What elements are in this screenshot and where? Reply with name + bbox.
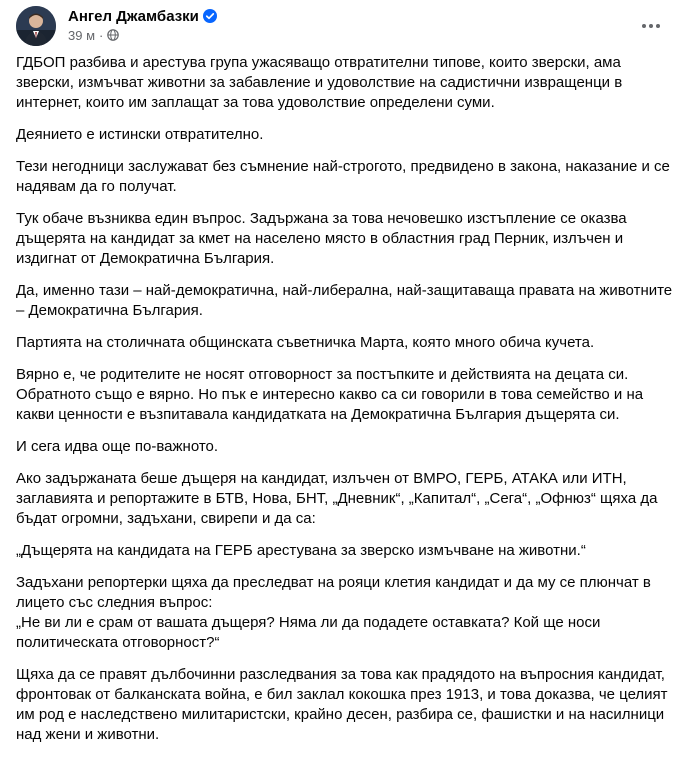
more-options-button[interactable]	[633, 8, 669, 44]
post-paragraph: Да, именно тази – най-демократична, най-либерална, най-защитаваща правата на животните – Демократична България.	[16, 282, 673, 319]
post-paragraph: Деянието е истински отвратително.	[16, 126, 264, 143]
post-paragraph: И сега идва още по-важното.	[16, 438, 219, 455]
post-paragraph: ГДБОП разбива и арестува група ужасяващо отвратителни типове, които зверски, ама зверски, измъчват животни за забавление и удоволствие на садистични извращенци в интернет, които им заплащат за това удоволствие определени суми.	[16, 54, 623, 111]
more-dots-icon	[641, 23, 661, 29]
post-paragraph: Щяха да се правят дълбочинни разследвания за това как прадядото на въпросния кандидат, фронтовак от балканската война, е бил заклал кокошка през 1913, и това доказва, че целият им род е наследствено милитаристски, крайно десен, разбира се, фашистки и на насилници над жени и животни.	[16, 666, 668, 743]
post-paragraph: Ако задържаната беше дъщеря на кандидат, излъчен от ВМРО, ГЕРБ, АТАКА или ИТН, заглавията и репортажите в БТВ, Нова, БНТ, „Дневник“, „Капитал“, „Сега“, „Офнюз“ щяха да бъдат огромни, задъхани, свирепи и да са:	[16, 470, 658, 527]
author-avatar[interactable]	[16, 6, 56, 46]
post-timestamp[interactable]: 39 м	[68, 27, 96, 43]
author-name[interactable]: Ангел Джамбазки	[68, 7, 199, 25]
post-paragraph: Тези негодници заслужават без съмнение най-строгото, предвидено в закона, наказание и се надявам да го получат.	[16, 158, 670, 195]
meta-separator: ·	[99, 27, 104, 43]
verified-badge-icon	[203, 9, 217, 23]
post-paragraph: Вярно е, че родителите не носят отговорност за постъпките и действията на децата си. Обратното също е вярно. Но пък е интересно какво са си говорили в това семейство и на какви ценности е възпитавала кандидатката на Демократична България дъщерята си.	[16, 366, 644, 423]
author-row	[68, 6, 217, 26]
post-paragraph: Партията на столичната общинската съветничка Марта, която много обича кучета.	[16, 334, 595, 351]
post-paragraph: „Дъщерята на кандидата на ГЕРБ арестувана за зверско измъчване на животни.“	[16, 542, 586, 559]
post-paragraph: Задъхани репортерки щяха да преследват на рояци клетия кандидат и да му се плюнчат в лицето със следния въпрос: „Не ви ли е срам от вашата дъщеря? Няма ли да подадете оставката? Кой ще носи политическата отговорност?“	[16, 574, 651, 651]
post-paragraph: Тук обаче възниква един въпрос. Задържана за това нечовешко изстъпление се оказва дъщерята на кандидат за кмет на населено място в областния град Перник, излъчен и издигнат от Демократична България.	[16, 210, 627, 267]
post-meta	[68, 27, 119, 43]
profile-photo-icon	[16, 6, 56, 46]
post-body	[16, 53, 676, 757]
post-header	[16, 0, 669, 50]
globe-icon[interactable]	[107, 29, 119, 41]
